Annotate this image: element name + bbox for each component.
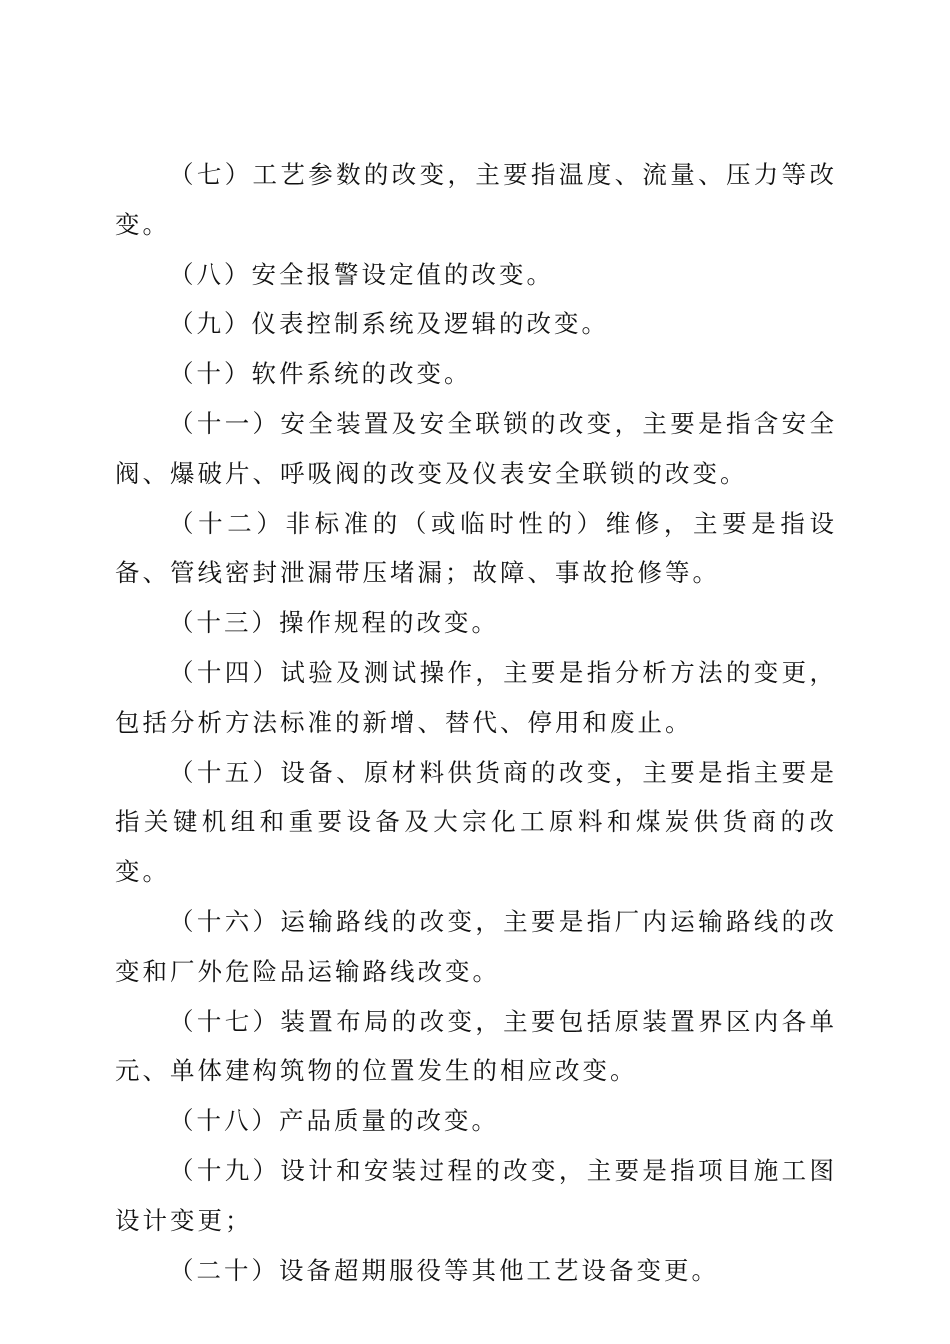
paragraph-19: （十九）设计和安装过程的改变，主要是指项目施工图设计变更；: [115, 1155, 837, 1235]
paragraph-14: （十四）试验及测试操作，主要是指分析方法的变更，包括分析方法标准的新增、替代、停用和废止。: [115, 657, 837, 737]
document-body: [115, 150, 837, 1295]
paragraph-13: （十三）操作规程的改变。: [169, 608, 499, 638]
paragraph-18: （十八）产品质量的改变。: [169, 1106, 499, 1136]
paragraph-20: （二十）设备超期服役等其他工艺设备变更。: [169, 1255, 719, 1285]
paragraph-10: （十）软件系统的改变。: [169, 359, 472, 389]
paragraph-15: （十五）设备、原材料供货商的改变，主要是指主要是指关键机组和重要设备及大宗化工原料和煤炭供货商的改变。: [115, 757, 837, 887]
paragraph-12: （十二）非标准的（或临时性的）维修，主要是指设备、管线密封泄漏带压堵漏；故障、事故抢修等。: [115, 508, 837, 588]
paragraph-17: （十七）装置布局的改变，主要包括原装置界区内各单元、单体建构筑物的位置发生的相应改变。: [115, 1006, 837, 1086]
paragraph-8: （八）安全报警设定值的改变。: [169, 259, 554, 289]
paragraph-9: （九）仪表控制系统及逻辑的改变。: [169, 309, 609, 339]
paragraph-16: （十六）运输路线的改变，主要是指厂内运输路线的改变和厂外危险品运输路线改变。: [115, 906, 837, 986]
paragraph-7: （七）工艺参数的改变，主要指温度、流量、压力等改变。: [115, 160, 837, 239]
paragraph-11: （十一）安全装置及安全联锁的改变，主要是指含安全阀、爆破片、呼吸阀的改变及仪表安全联锁的改变。: [115, 408, 837, 488]
